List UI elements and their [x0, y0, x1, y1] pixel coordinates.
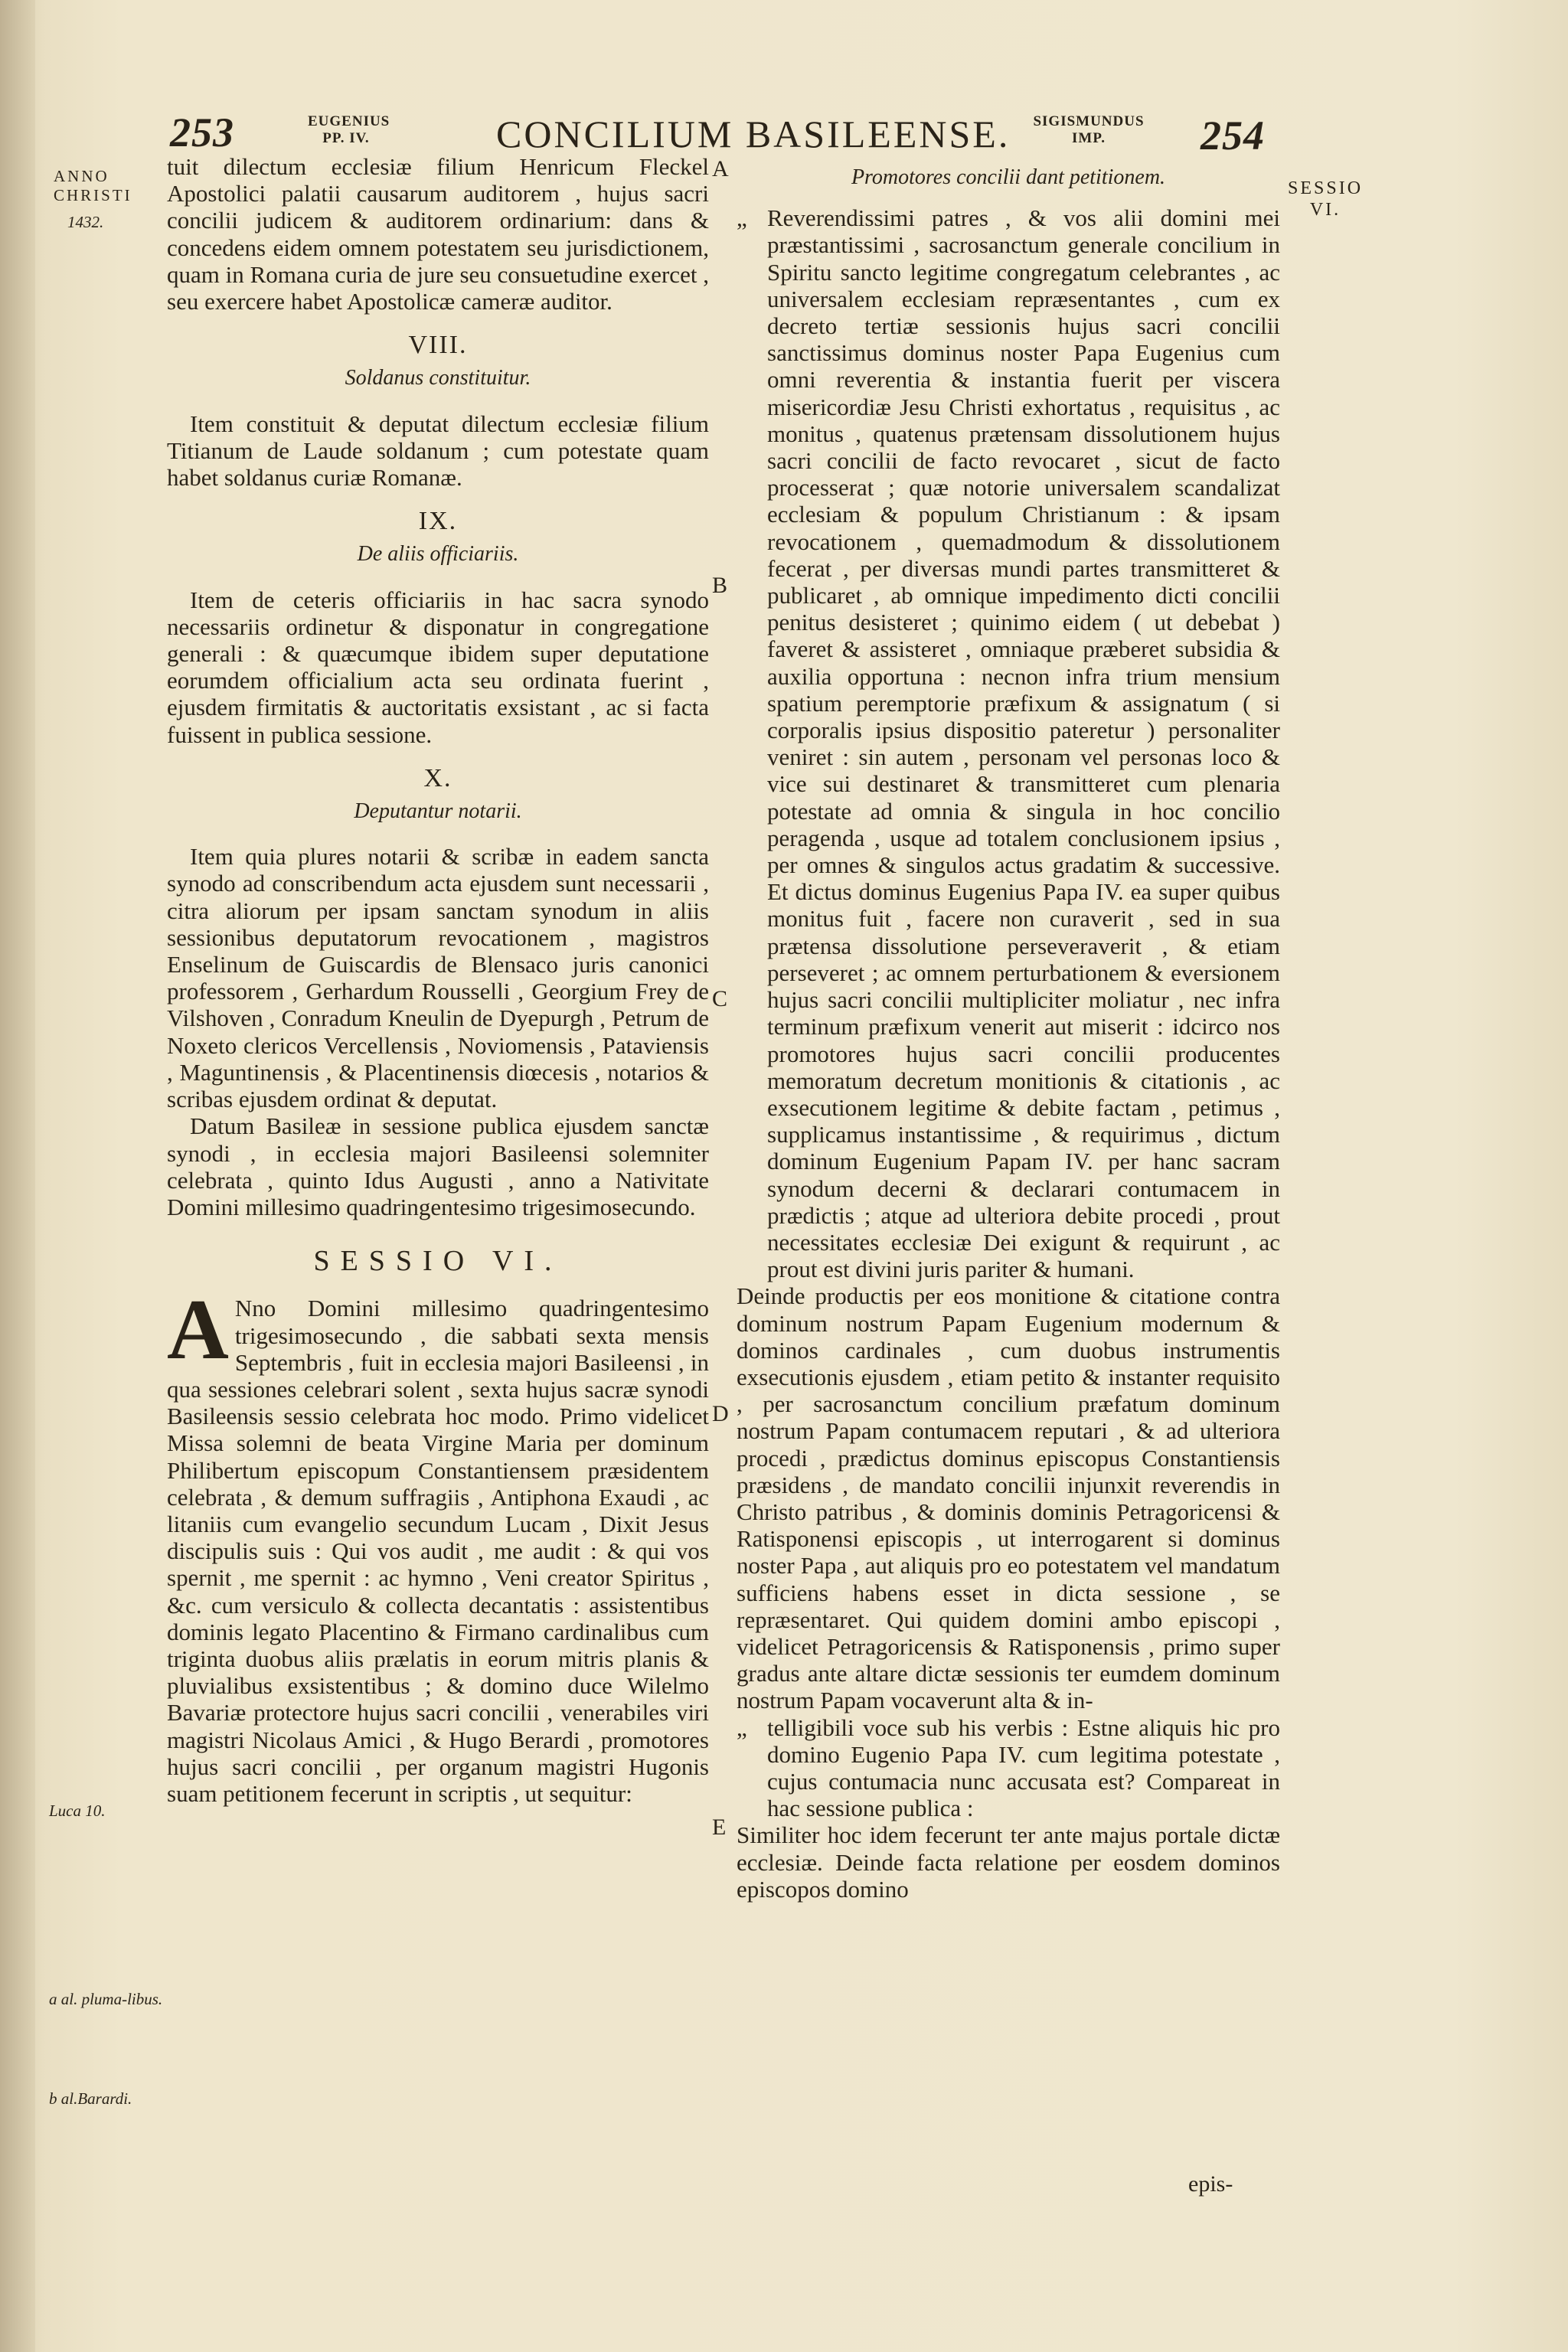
margin-sessio-label: SESSIO [1288, 178, 1364, 198]
closing-paragraph: Similiter hoc idem fecerunt ter ante majus portale dictæ ecclesiæ. Deinde facta relatione per eosdem dominos episcopos domino [737, 1821, 1280, 1903]
quoted-petition: „ Reverendissimi patres , & vos alii domini mei præstantissimi , sacrosanctum generale concilium in Spiritu sancto legitime congregatum celebrantes , ac universalem ecclesiam repræsentantes , cum ex decreto tertiæ sessionis hujus sacri concilii sanctissimus dominus noster Papa Eugenius cum omni reverentia & instantia fuerit per viscera misericordiæ Jesu Christi exhortatus , requisitus , ac monitus , quatenus prætensam dissolutionem hujus sacri concilii de facto revocaret , sicut de facto processerat ; quæ notorie universalem scandalizat ecclesiam & populum Christianum : & ipsam revocationem , quemadmodum & dissolutionem fecerat , per diversas mundi partes transmitteret & publicaret , ab omnique impedimento dicti concilii penitus desisteret ; quinimo eidem ( ut debebat ) faveret & assisteret , omniaque præberet subsidia & auxilia opportuna : necnon infra trium mensium spatium peremptorie præfixum & assignatum ( si corporalis ipsius dispositio pateretur ) personaliter veniret : sin autem , personam vel personas loco & vice sui destinaret & transmitteret cum plenaria potestate ad omnia & singula in hoc concilio peragenda , usque ad totalem conclusionem ipsius , per omnes & singulos actus gradatim & successive. Et dictus dominus Eugenius Papa IV. ea super quibus monitus fuit , facere non curaverit , sed in sua prætensa dissolutione perseveraverit , & etiam perseveret ; ac omnem perturbationem & eversionem hujus sacri concilii multipliciter moliatur , nec infra terminum præfixum venerit aut miserit : idcirco nos promotores hujus sacri concilii producentes memoratum decretum monitionis & citationis , ac exsecutionem legitime & debite factam , petimus , supplicamus instantissime , & requirimus , dictum dominum Eugenium Papam IV. per hanc sacram synodum decerni & declarari contumacem in prædictis ; atque ad ulteriora debite procedi , prout necessitates ecclesiæ Dei exigunt & requirunt , ac prout est divini juris pariter & humani. [737, 204, 1280, 1283]
book-spine [0, 0, 35, 2352]
section-letter-e: E [712, 1815, 727, 1840]
margin-note-luca: Luca 10. [49, 1802, 106, 1820]
left-column [167, 153, 709, 1807]
right-column [737, 153, 1280, 1903]
drop-cap: A [167, 1282, 229, 1378]
header-pope: EUGENIUS PP. IV. [308, 113, 390, 146]
session-vi-body: Nno Domini millesimo quadringentesimo trigesimosecundo , die sabbati sexta mensis Septembris , fuit in ecclesia majori Basileensi , in qua sessiones celebrari solent , sexta hujus sacræ synodi Basileensis sessio celebrata hoc modo. Primo videlicet Missa solemni de beata Virgine Maria per dominum Philibertum episcopum Constantiensem præsidentem celebrata , & demum suffragiis , Antiphona Exaudi , ac litaniis cum evangelio secundum Lucam , Dixit Jesus discipulis suis : Qui vos audit , me audit : & qui vos spernit , me spernit : ac hymno , Veni creator Spiritus , &c. cum versiculo & collecta decantatis : assistentibus dominis legato Placentino & Firmano cardinalibus cum triginta duobus aliis prælatis in eorum mitris planis & pluvialibus exsistentibus ; & domino duce Wilelmo Bavariæ protectore hujus sacri concilii , venerabiles viri magistri Nicolaus Amici , & Hugo Berardi , promotores hujus sacri concilii , per organum magistri Hugonis suam petitionem fecerunt in scriptis , ut sequitur: [167, 1295, 709, 1807]
section-ix-title: De aliis officiariis. [357, 542, 519, 567]
quoted-summons: „ telligibili voce sub his verbis : Estne aliquis hic pro domino Eugenio Papa IV. cum legitima potestate , cujus contumacia nunc accusata est? Compareat in hac sessione publica : [737, 1713, 1280, 1822]
section-ix-text: Item de ceteris officiariis in hac sacra synodo necessariis ordinetur & disponatur in congregatione generali : & quæcumque ibidem super deputatione eorumdem officialium acta seu ordinata fuerint , ejusdem firmitatis & auctoritatis exsistant , ac si facta fuissent in publica sessione. [167, 586, 709, 748]
margin-note-pluma: a al. pluma-libus. [49, 1990, 163, 2008]
intro-paragraph: tuit dilectum ecclesiæ filium Henricum Fleckel Apostolici palatii causarum auditorem , hujus sacri concilii judicem & auditorem ordinarium: dans & concedens eidem omnem potestatem seu jurisdictionem, quam in Romana curia de jure seu consuetudine exercet , seu exercere habet Apostolicæ cameræ auditor. [167, 153, 709, 315]
narrative-paragraph: Deinde productis per eos monitione & citatione contra dominum nostrum Papam Eugenium modernum & dominos cardinales , cum duobus instrumentis exsecutionis ejusdem , etiam petito & instanter requisito , per sacrosanctum concilium præfatum dominum nostrum Papam contumacem reputari , & ad ulteriora procedi , prædictus dominus episcopus Constantiensis præsidens , de mandato concilii injunxit reverendis in Christo patribus , & dominis dominis Petragoricensi & Ratisponensi episcopis , ut interrogarent si dominus noster Papa , aut aliquis pro eo potestatem vel mandatum sufficiens habens esset in dicta sessione , se repræsentaret. Qui quidem domini ambo episcopi , videlicet Petragoricensis & Ratisponensis , primo super gradus ante altare dictæ sessionis ter eumdem dominum nostrum Papam vocaverunt alta & in- [737, 1282, 1280, 1714]
section-viii-text: Item constituit & deputat dilectum ecclesiæ filium Titianum de Laude soldanum ; cum potestate quam habet soldanus curiæ Romanæ. [167, 410, 709, 492]
petition-rubric: Promotores concilii dant petitionem. [851, 165, 1166, 189]
margin-anno-christi [54, 167, 132, 205]
margin-note-barardi: b al.Barardi. [49, 2089, 132, 2108]
session-vi-text [167, 1282, 709, 1807]
section-ix-number: IX. [418, 507, 458, 536]
page-number-right: 254 [1200, 113, 1265, 158]
section-letter-a: A [712, 156, 729, 181]
datum-paragraph: Datum Basileæ in sessione publica ejusdem sanctæ synodi , in ecclesia majori Basileensi solemniter celebrata , quinto Idus Augusti , anno a Nativitate Domini millesimo quadringentesimo trigesimosecundo. [167, 1112, 709, 1220]
section-x-text: Item quia plures notarii & scribæ in eadem sancta synodo ad conscribendum acta ejusdem sunt necessarii , citra aliorum per ipsam sanctam synodum in aliis sessionibus deputatorum revocationem , magistros Enselinum de Guiscardis de Blensaco juris canonici professorem , Gerhardum Rousselli , Georgium Frey de Vilshoven , Conradum Kneulin de Dyepurgh , Petrum de Noxeto clericos Vercellensis , Noviomensis , Pataviensis , Maguntinensis , & Placentinensis diœcesis , notarios & scribas ejusdem ordinat & deputat. [167, 843, 709, 1113]
session-vi-title: SESSIO VI. [313, 1245, 563, 1278]
margin-sessio [1288, 178, 1363, 220]
catchword: epis- [1188, 2171, 1233, 2197]
section-letter-b: B [712, 573, 728, 598]
margin-sessio-number: VI. [1309, 200, 1341, 220]
section-letter-d: D [712, 1401, 729, 1426]
margin-christi: CHRISTI [54, 186, 132, 204]
page-title: CONCILIUM BASILEENSE. [496, 113, 1011, 155]
page-number-left: 253 [170, 109, 234, 155]
section-x-number: X. [423, 763, 452, 792]
quoted-petition-text: Reverendissimi patres , & vos alii domini mei præstantissimi , sacrosanctum generale concilium in Spiritu sancto legitime congregatum celebrantes , ac universalem ecclesiam repræsentantes , cum ex decreto tertiæ sessionis hujus sacri concilii sanctissimus dominus noster Papa Eugenius cum omni reverentia & instantia fuerit per viscera misericordiæ Jesu Christi exhortatus , requisitus , ac monitus , quatenus prætensam dissolutionem hujus sacri concilii de facto revocaret , sicut de facto processerat ; quæ notorie universalem scandalizat ecclesiam & populum Christianum : & ipsam revocationem , quemadmodum & dissolutionem fecerat , per diversas mundi partes transmitteret & publicaret , ab omnique impedimento dicti concilii penitus desisteret ; quinimo eidem ( ut debebat ) faveret & assisteret , omniaque præberet subsidia & auxilia opportuna : necnon infra trium mensium spatium peremptorie præfixum & assignatum ( si corporalis ipsius dispositio pateretur ) personaliter veniret : sin autem , personam vel personas loco & vice sui destinaret & transmitteret cum plenaria potestate ad omnia & singula in hoc concilio peragenda , usque ad totalem conclusionem ipsius , per omnes & singulos actus gradatim & successive. Et dictus dominus Eugenius Papa IV. ea super quibus monitus fuit , facere non curaverit , sed in sua prætensa dissolutione perseveraverit , & etiam perseveret ; ac omnem perturbationem & eversionem hujus sacri concilii multipliciter moliatur , nec infra terminum præfixum venerit aut miserit : idcirco nos promotores hujus sacri concilii producentes memoratum decretum monitionis & citationis , ac exsecutionem legitime & debite factam , petimus , supplicamus instantissime , & requirimus , dictum dominum Eugenium Papam IV. per hanc sacram synodum decerni & declarari contumacem in prædictis ; atque ad ulteriora debite procedi , prout necessitates ecclesiæ Dei exigunt & requirunt , ac prout est divini juris pariter & humani. [767, 204, 1280, 1283]
margin-year: 1432. [67, 213, 104, 231]
section-x-title: Deputantur notarii. [354, 799, 522, 824]
section-viii-title: Soldanus constituitur. [345, 366, 531, 390]
header-emperor: SIGISMUNDUS IMP. [1033, 113, 1145, 146]
quoted-summons-text: telligibili voce sub his verbis : Estne aliquis hic pro domino Eugenio Papa IV. cum legitima potestate , cujus contumacia nunc accusata est? Compareat in hac sessione publica : [767, 1713, 1280, 1822]
section-letter-c: C [712, 986, 728, 1011]
section-viii-number: VIII. [408, 331, 468, 360]
margin-anno: ANNO [54, 167, 109, 185]
